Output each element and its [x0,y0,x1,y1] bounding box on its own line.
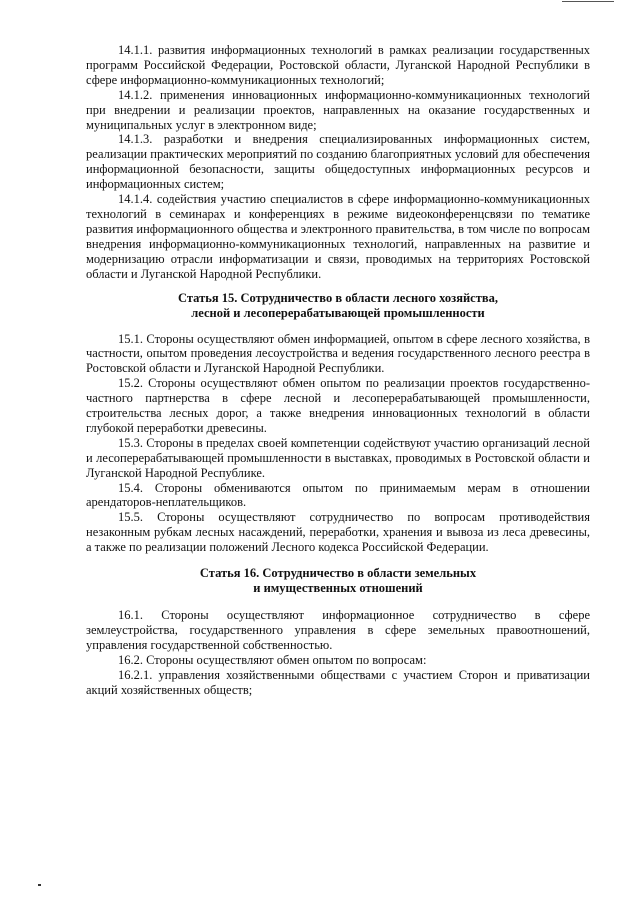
document-body [86,43,590,698]
paragraph-14-1-3: 14.1.3. разработки и внедрения специализированных информационных систем, реализации практических мероприятий по созданию благоприятных условий для обеспечения информационной безопасности, защиты общедоступных информационных ресурсов и информационных систем; [86,132,590,192]
scan-speck [38,884,41,886]
paragraph-15-3: 15.3. Стороны в пределах своей компетенции содействуют участию организаций лесной и лесоперерабатывающей промышленности в выставках, проводимых в Ростовской области и Луганской Народной Республике. [86,435,590,480]
paragraph-14-1-1: 14.1.1. развития информационных технологий в рамках реализации государственных программ Российской Федерации, Ростовской области, Луганской Народной Республики в сфере информационно-коммуникационных технологий; [86,43,590,87]
paragraph-14-1-2: 14.1.2. применения инновационных информационно-коммуникационных технологий при внедрении и реализации проектов, направленных на оказание государственных и муниципальных услуг в электронном виде; [86,87,590,132]
paragraph-15-5: 15.5. Стороны осуществляют сотрудничество по вопросам противодействия незаконным рубкам лесных насаждений, переработки, хранения и вывоза из леса древесины, а также по реализации положений Лесного кодекса Российской Федерации. [86,510,590,555]
paragraph-14-1-4: 14.1.4. содействия участию специалистов в сфере информационно-коммуникационных технологий в семинарах и конференциях в режиме видеоконференцсвязи по тематике развития информационного общества и электронного правительства, в том числе по вопросам внедрения информационно-коммуникационных технологий, направленных на развитие и модернизацию отрасли информатизации и связи, проводимых на территориях Ростовской области и Луганской Народной Республики. [86,192,590,281]
paragraph-16-1: 16.1. Стороны осуществляют информационное сотрудничество в сфере землеустройства, государственного управления в сфере земельных правоотношений, управления государственной собственностью. [86,608,590,652]
paragraph-15-1: 15.1. Стороны осуществляют обмен информацией, опытом в сфере лесного хозяйства, в частности, опытом проведения лесоустройства и ведения государственного лесного реестра в Ростовской области и Луганской Народной Республики. [86,331,590,376]
paragraph-16-2: 16.2. Стороны осуществляют обмен опытом по вопросам: [118,652,427,667]
article-16-heading-line-1: Статья 16. Сотрудничество в области земельных [199,566,477,581]
paragraph-15-4: 15.4. Стороны обмениваются опытом по принимаемым мерам в отношении арендаторов-неплательщиков. [86,480,590,510]
article-15-heading-line-2: лесной и лесоперерабатывающей промышленности [191,305,485,320]
article-15-heading-line-1: Статья 15. Сотрудничество в области лесного хозяйства, [178,290,498,305]
paragraph-16-2-1: 16.2.1. управления хозяйственными обществами с участием Сторон и приватизации акций хозяйственных обществ; [86,667,590,697]
top-edge-line [562,1,614,2]
article-16-heading [86,566,590,596]
article-15-heading [86,291,590,321]
paragraph-15-2: 15.2. Стороны осуществляют обмен опытом по реализации проектов государственно-частного партнерства в сфере лесной и лесоперерабатывающей промышленности, строительства лесных дорог, а также внедрения инновационных технологий в области глубокой переработки древесины. [86,376,590,435]
article-16-heading-line-2: и имущественных отношений [253,581,423,596]
